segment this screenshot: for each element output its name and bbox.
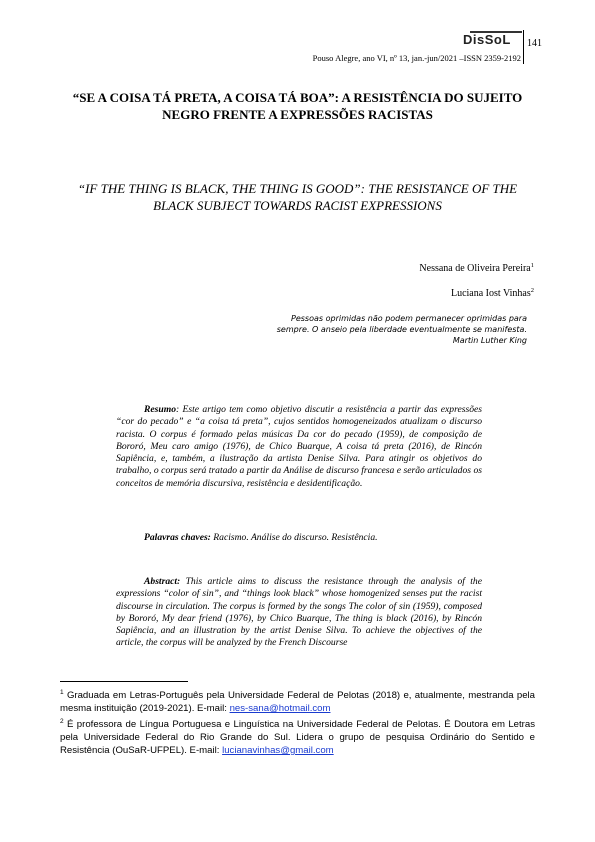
author-2 bbox=[451, 287, 534, 299]
abstract-paragraph bbox=[116, 576, 482, 650]
issue-line: Pouso Alegre, ano VI, nº 13, jan.-jun/2021 –ISSN 2359-2192 bbox=[312, 53, 521, 63]
author-name: Luciana Iost Vinhas bbox=[450, 288, 531, 299]
title-portuguese: “SE A COISA TÁ PRETA, A COISA TÁ BOA”: A RESISTÊNCIA DO SUJEITO NEGRO FRENTE A EXPRESSÕES RACISTAS bbox=[72, 90, 523, 122]
footnote-ref[interactable]: 2 bbox=[530, 287, 534, 294]
epigraph-text: Pessoas oprimidas não podem permanecer oprimidas para sempre. O anseio pela liberdade eventualmente se manifesta. bbox=[276, 314, 527, 334]
author-name: Nessana de Oliveira Pereira bbox=[419, 263, 531, 274]
email-link[interactable]: nes-sana@hotmail.com bbox=[229, 703, 331, 714]
abstract-text: This article aims to discuss the resistance through the analysis of the expressions “color of sin”, and “things look black” whose homogenized senses put the racist discourse in circulation. The corpus is formed by the songs The color of sin (1959), composed by Bororó, My dear friend (1976), by Chico Buarque, The thing is black (2016), by Rincón Sapiência, and an illustration by the artist Denise Silva. To achieve the objectives of the article, the corpus will be analyzed by the French Discourse bbox=[116, 576, 482, 649]
email-link[interactable]: lucianavinhas@gmail.com bbox=[222, 745, 334, 756]
keywords-label: Palavras chaves: bbox=[144, 532, 211, 543]
keywords-paragraph bbox=[116, 532, 482, 544]
title-english: “IF THE THING IS BLACK, THE THING IS GOOD”: THE RESISTANCE OF THE BLACK SUBJECT TOWARDS RACIST EXPRESSIONS bbox=[77, 181, 518, 213]
epigraph bbox=[267, 314, 527, 346]
footnote-text: Graduada em Letras-Português pela Universidade Federal de Pelotas (2018) e, atualmente, mestranda pela mesma instituição (2019-2021). E-mail: bbox=[60, 690, 535, 714]
page-number: 141 bbox=[527, 38, 542, 49]
epigraph-attribution: Martin Luther King bbox=[452, 335, 527, 345]
journal-logo: DisSoL bbox=[463, 32, 511, 47]
keywords-text: Racismo. Análise do discurso. Resistência. bbox=[210, 532, 378, 543]
header-divider bbox=[523, 30, 524, 64]
footnote-2 bbox=[60, 715, 535, 757]
footnote-number: 1 bbox=[60, 689, 64, 696]
footnote-ref[interactable]: 1 bbox=[530, 262, 534, 269]
footnote-number: 2 bbox=[60, 718, 64, 725]
footnotes bbox=[60, 686, 535, 757]
resumo-text: : Este artigo tem como objetivo discutir a resistência a partir das expressões “cor do pecado” e “a coisa tá preta”, cujos sentidos homogeneizados atualizam o discurso racista. O corpus é formado pelas músicas Da cor do pecado (1959), de composição de Bororó, Meu caro amigo (1976), de Chico Buarque, A coisa tá preta (2016), de Rincón Sapiência, e, também, a ilustração da artista Denise Silva. Para atingir os objetivos do trabalho, o corpus será tratado a partir da Análise de discurso francesa e serão articulados os conceitos de memória discursiva, resistência e desidentificação. bbox=[116, 404, 482, 489]
resumo-paragraph bbox=[116, 404, 482, 490]
footnote-text: É professora de Língua Portuguesa e Linguística na Universidade Federal de Pelotas. É Doutora em Letras pela Universidade Federal do Rio Grande do Sul. Lidera o grupo de pesquisa Ordinário do Sentido e Resistência (OuSaR-UFPEL). E-mail: bbox=[60, 719, 535, 756]
author-1 bbox=[419, 262, 534, 274]
resumo-label: Resumo bbox=[144, 404, 176, 415]
footnote-1 bbox=[60, 686, 535, 715]
abstract-label: Abstract: bbox=[144, 576, 181, 587]
footnote-rule bbox=[60, 681, 188, 682]
